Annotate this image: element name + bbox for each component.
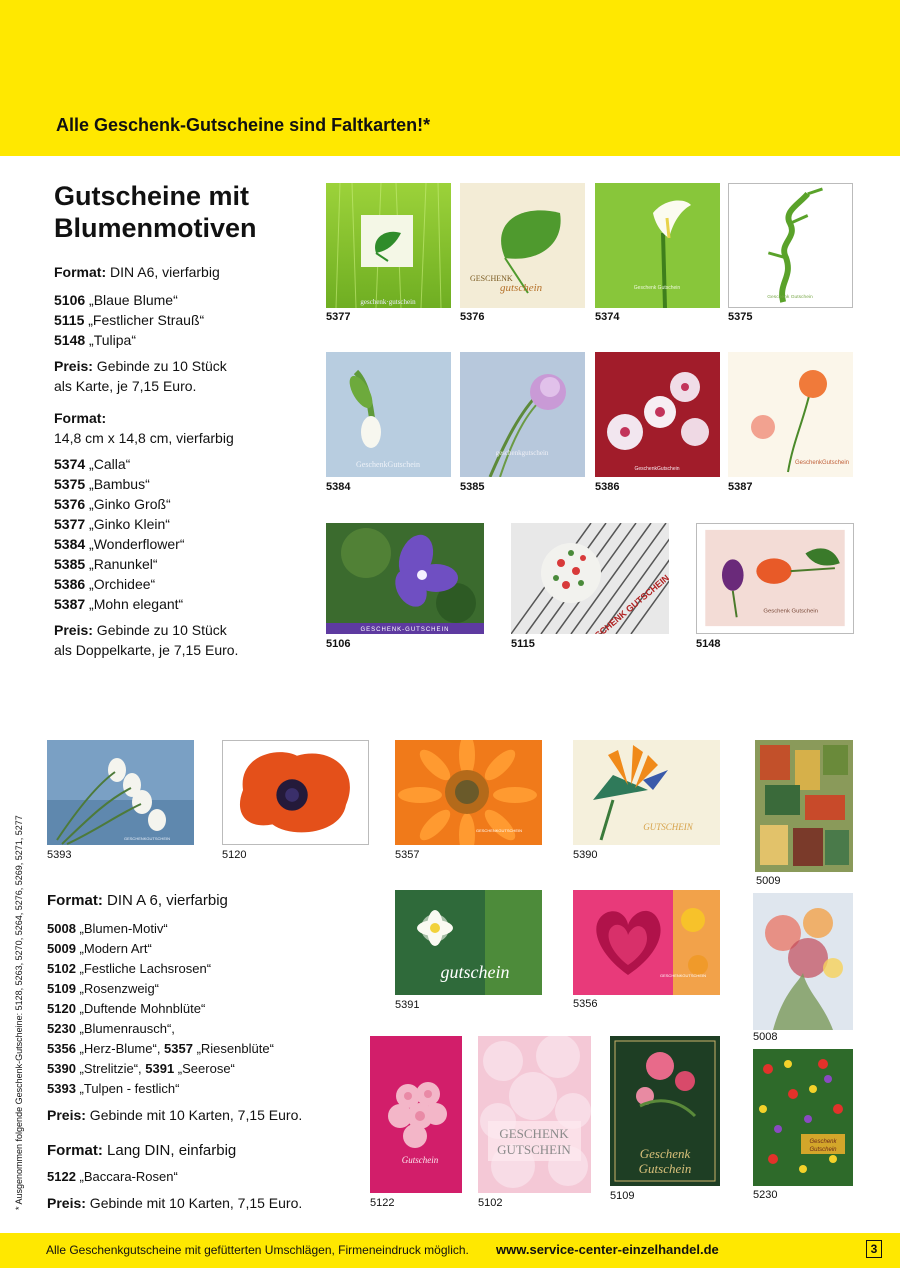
list-item: 5377 „Ginko Klein“: [54, 516, 170, 532]
card-5390: [573, 740, 720, 845]
list-item: 5386 „Orchidee“: [54, 576, 156, 592]
caption: 5387: [728, 481, 753, 493]
card-text: gutschein: [500, 282, 543, 294]
card-5008: [753, 893, 853, 1030]
card-text: Gutschein: [809, 1147, 837, 1153]
card-text: GESCHENKGUTSCHEIN: [475, 828, 523, 833]
footer-note: Alle Geschenkgutscheine mit gefütterten Umschlägen, Firmeneindruck möglich.: [46, 1243, 469, 1257]
format-label: Format:: [54, 410, 107, 426]
footer-url[interactable]: www.service-center-einzelhandel.de: [496, 1242, 719, 1257]
list-item: 5376 „Ginko Groß“: [54, 496, 171, 512]
card-5374: [595, 183, 720, 308]
card-text: GESCHENKGUTSCHEIN: [659, 973, 707, 978]
card-5115: [511, 523, 669, 634]
card-5377: [326, 183, 451, 308]
caption: 5230: [753, 1189, 778, 1201]
list-item: 5109 „Rosenzweig“: [47, 981, 160, 996]
card-5009: [755, 740, 853, 872]
format-line: Format: DIN A6, vierfarbig: [54, 264, 220, 280]
card-text: GESCHENK: [470, 274, 513, 283]
card-text: GUTSCHEIN: [643, 822, 693, 832]
caption: 5377: [326, 311, 351, 323]
caption: 5008: [753, 1031, 778, 1043]
price-line: Preis: Gebinde mit 10 Karten, 7,15 Euro.: [47, 1107, 303, 1123]
caption: 5374: [595, 311, 620, 323]
caption: 5393: [47, 849, 72, 861]
list-item: 5390 „Strelitzie“, 5391 „Seerose“: [47, 1061, 235, 1076]
card-5376: [460, 183, 585, 308]
caption: 5376: [460, 311, 485, 323]
caption: 5109: [610, 1190, 635, 1202]
card-text: GESCHENK-GUTSCHEIN: [360, 627, 450, 633]
list-item: 5120 „Duftende Mohnblüte“: [47, 1001, 206, 1016]
card-text: Gutschein: [638, 1161, 692, 1176]
section2-text: [47, 891, 302, 1213]
card-text: GeschenkGutschein: [794, 460, 850, 466]
heading-line-2: Blumenmotiven: [54, 213, 257, 243]
list-item: 5375 „Bambus“: [54, 476, 150, 492]
heading-line-1: Gutscheine mit: [54, 181, 250, 211]
footer-bar: [0, 1233, 900, 1268]
caption: 5009: [756, 875, 781, 887]
card-5148: [696, 523, 854, 634]
list-item: 5148 „Tulipa“: [54, 332, 136, 348]
card-text: geschenkgutschein: [495, 449, 549, 457]
card-text: GeschenkGutschein: [634, 466, 680, 472]
price-line: Preis: Gebinde mit 10 Karten, 7,15 Euro.: [47, 1195, 303, 1211]
list-item: 5356 „Herz-Blume“, 5357 „Riesenblüte“: [47, 1041, 274, 1056]
card-text: Geschenk Gutschein: [633, 285, 681, 291]
card-5109: [610, 1036, 720, 1186]
list-item: 5122 „Baccara-Rosen“: [47, 1169, 178, 1184]
card-text: GESCHENKGUTSCHEIN: [123, 836, 171, 841]
list-item: 5008 „Blumen-Motiv“: [47, 921, 168, 936]
page-number: 3: [866, 1240, 882, 1258]
card-text: Geschenk Gutschein: [763, 608, 818, 615]
card-text: Geschenk: [809, 1139, 837, 1145]
format-value: 14,8 cm x 14,8 cm, vierfarbig: [54, 430, 234, 446]
caption: 5148: [696, 638, 721, 650]
caption: 5385: [460, 481, 485, 493]
caption: 5356: [573, 998, 598, 1010]
list-item: 5374 „Calla“: [54, 456, 131, 472]
card-text: Gutschein: [401, 1155, 439, 1165]
caption: 5115: [511, 638, 535, 650]
card-5393: [47, 740, 194, 845]
list-item: 5106 „Blaue Blume“: [54, 292, 178, 308]
header-bar: [0, 0, 900, 156]
card-5357: [395, 740, 542, 845]
list-item: 5384 „Wonderflower“: [54, 536, 185, 552]
card-5375: [728, 183, 853, 308]
card-5384: [326, 352, 451, 477]
card-5387: [728, 352, 853, 477]
caption: 5375: [728, 311, 753, 323]
card-5386: [595, 352, 720, 477]
list-item: 5102 „Festliche Lachsrosen“: [47, 961, 212, 976]
card-text: geschenk·gutschein: [360, 298, 416, 306]
list-item: 5385 „Ranunkel“: [54, 556, 158, 572]
card-5122: [370, 1036, 462, 1193]
card-text: Geschenk Gutschein: [767, 295, 813, 301]
header-title: Alle Geschenk-Gutscheine sind Faltkarten!*: [56, 115, 431, 135]
caption: 5390: [573, 849, 598, 861]
card-5102: [478, 1036, 591, 1193]
card-text: GeschenkGutschein: [356, 460, 420, 469]
price-line-2: als Doppelkarte, je 7,15 Euro.: [54, 642, 239, 658]
caption: 5357: [395, 849, 420, 861]
section-heading: [54, 180, 314, 244]
caption: 5122: [370, 1197, 395, 1209]
list-item: 5387 „Mohn elegant“: [54, 596, 184, 612]
side-note: * Ausgenommen folgende Geschenk-Gutscheine: 5128, 5263, 5270, 5264, 5276, 5269, 5271, 5277: [14, 815, 24, 1210]
format-line: Format: Lang DIN, einfarbig: [47, 1142, 237, 1159]
caption: 5106: [326, 638, 351, 650]
card-5391: [395, 890, 542, 995]
card-5385: [460, 352, 585, 477]
list-item: 5393 „Tulpen - festlich“: [47, 1081, 180, 1096]
caption: 5120: [222, 849, 247, 861]
card-5120: [222, 740, 369, 845]
caption: 5384: [326, 481, 351, 493]
card-text: gutschein: [440, 962, 510, 982]
card-5106: [326, 523, 484, 634]
price-line-2: als Karte, je 7,15 Euro.: [54, 378, 197, 394]
price-line: Preis: Gebinde zu 10 Stück: [54, 622, 227, 638]
card-text: GUTSCHEIN: [497, 1142, 571, 1157]
caption: 5386: [595, 481, 620, 493]
card-text: GESCHENK: [499, 1126, 569, 1141]
list-item: 5009 „Modern Art“: [47, 941, 152, 956]
card-5230: [753, 1049, 853, 1186]
price-line: Preis: Gebinde zu 10 Stück: [54, 358, 227, 374]
caption: 5391: [395, 999, 420, 1011]
list-item: 5230 „Blumenrausch“,: [47, 1021, 175, 1036]
card-5356: [573, 890, 720, 995]
format-line: Format: DIN A 6, vierfarbig: [47, 892, 228, 909]
section1-text: [54, 262, 238, 660]
card-text: Geschenk: [639, 1146, 691, 1161]
list-item: 5115 „Festlicher Strauß“: [54, 312, 205, 328]
caption: 5102: [478, 1197, 503, 1209]
